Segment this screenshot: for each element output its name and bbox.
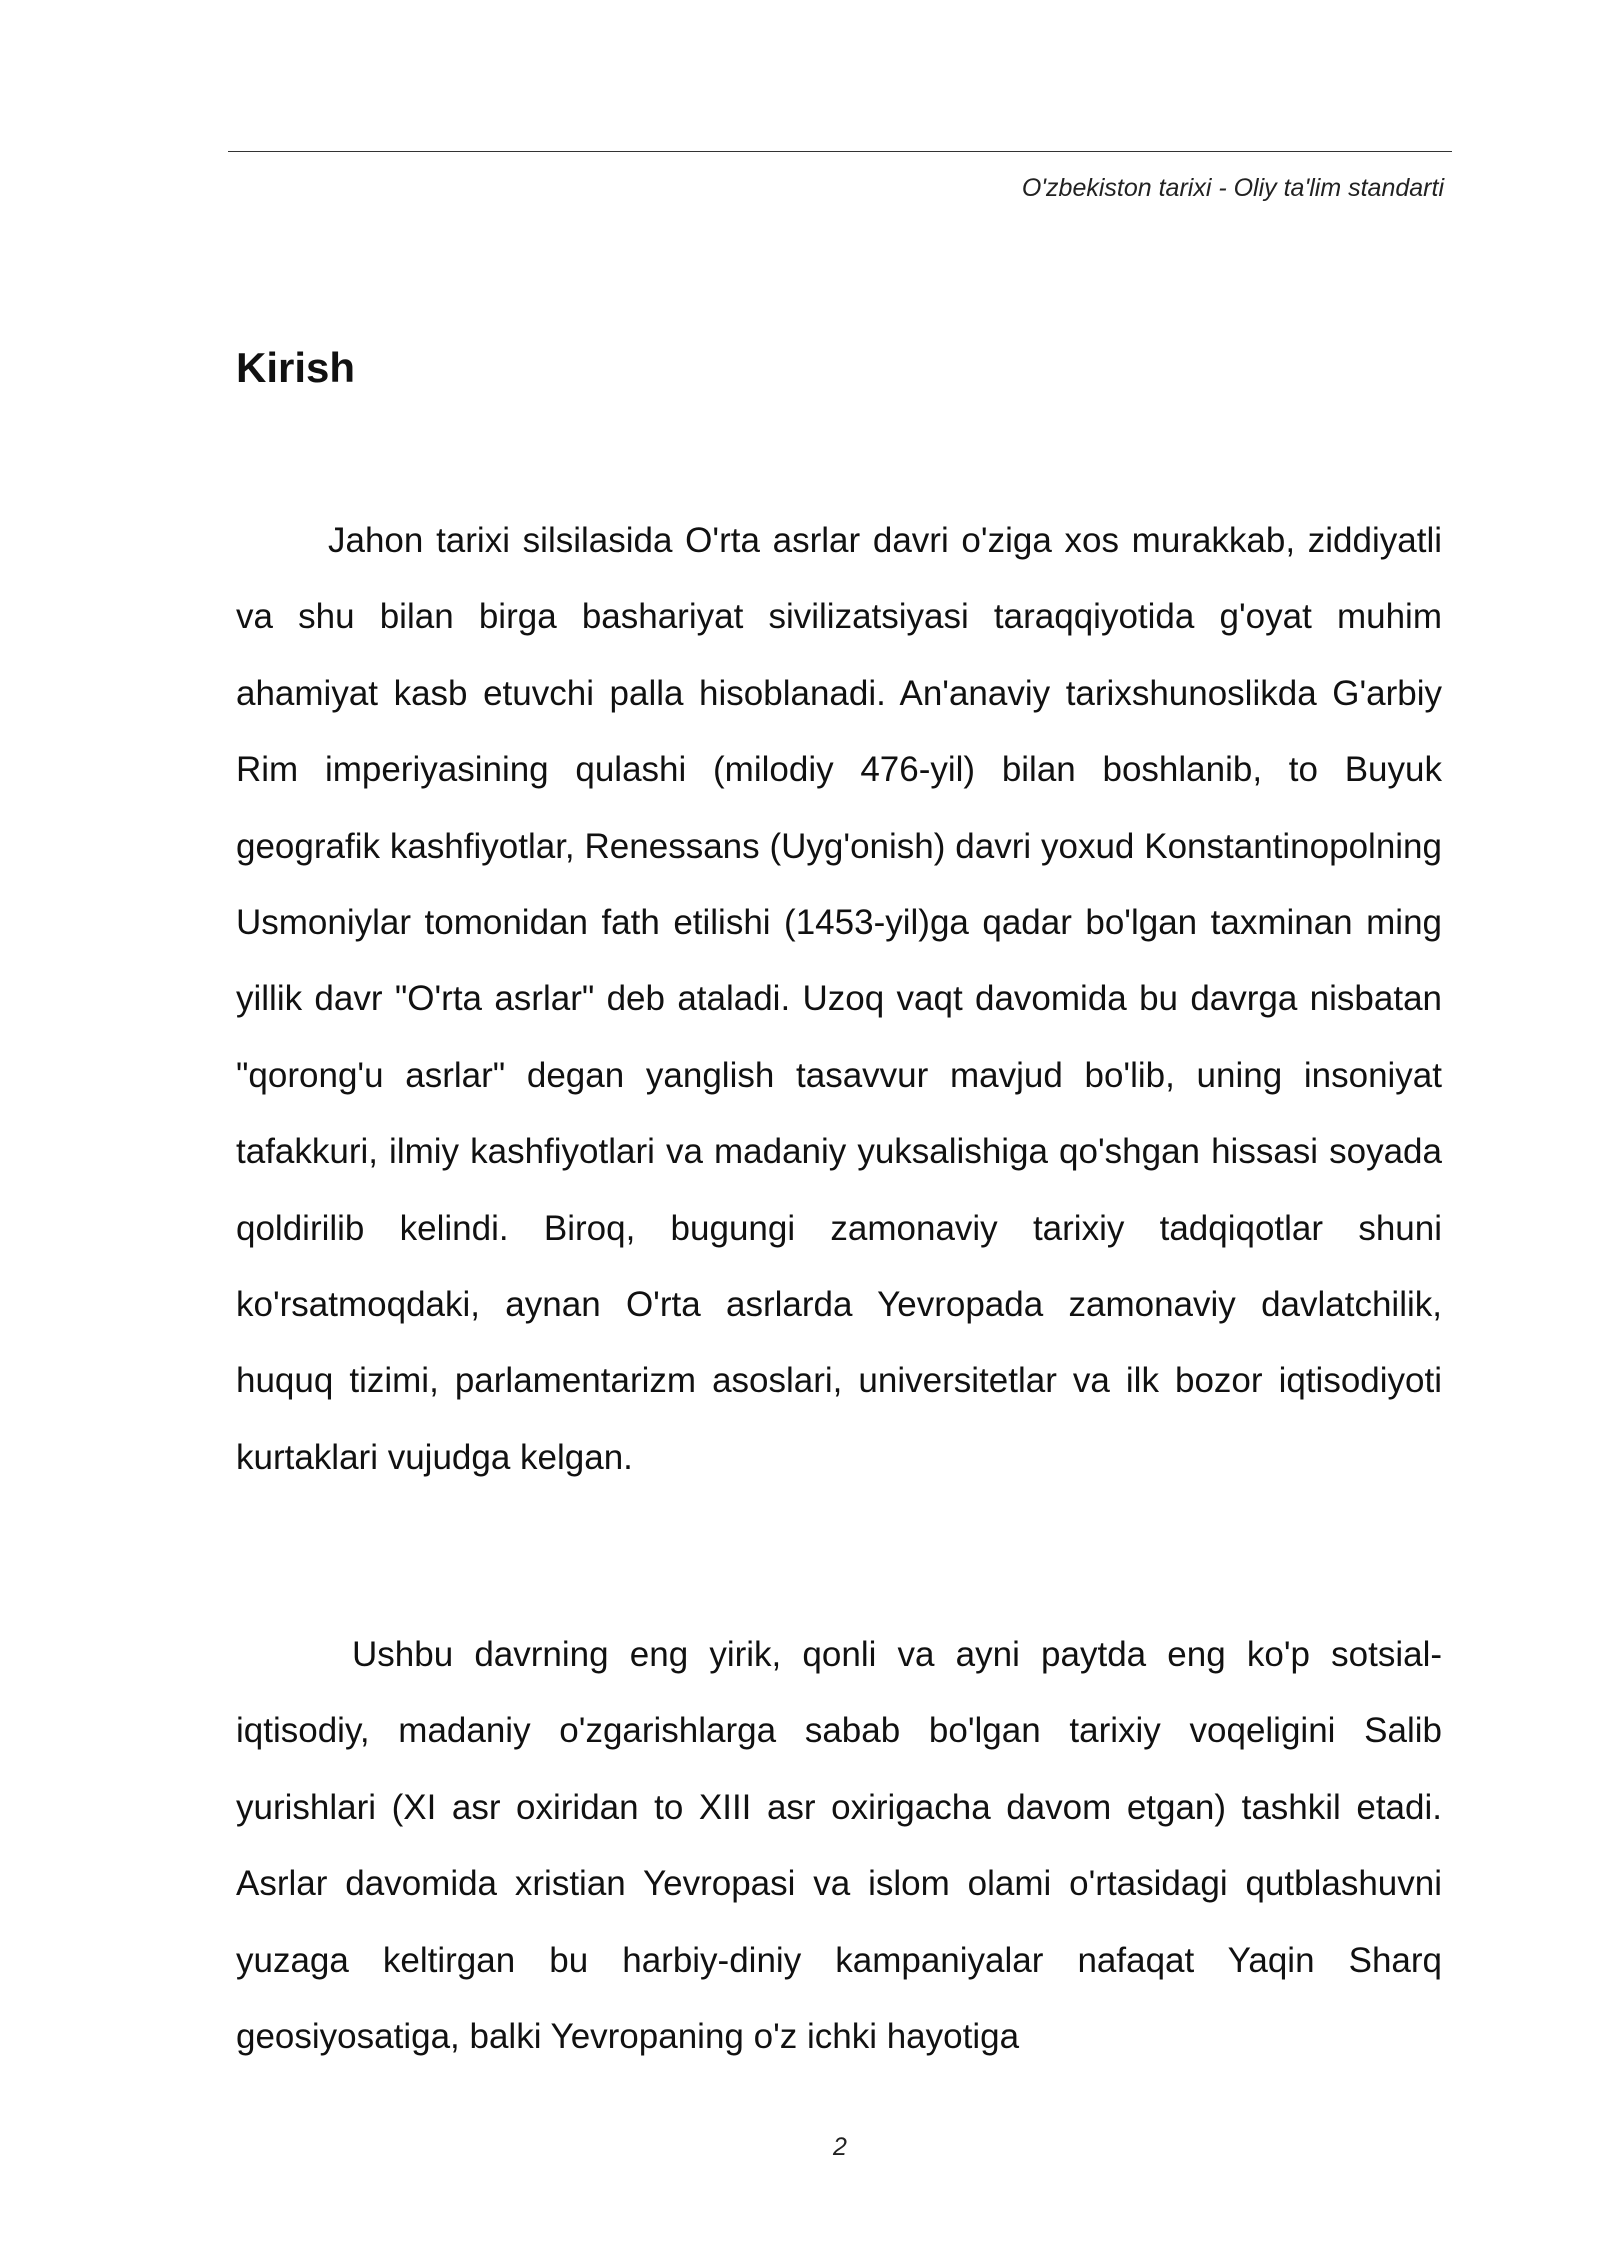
body-paragraph-1: Jahon tarixi silsilasida O'rta asrlar davri o'ziga xos murakkab, ziddiyatli va shu bilan birga bashariyat sivilizatsiyasi taraqqiyotida g'oyat muhim ahamiyat kasb etuvchi palla hisoblanadi. An'anaviy tarixshunoslikda G'arbiy Rim imperiyasining qulashi (milodiy 476-yil) bilan boshlanib, to Buyuk geografik kashfiyotlar, Renessans (Uyg'onish) davri yoxud Konstantinopolning Usmoniylar tomonidan fath etilishi (1453-yil)ga qadar bo'lgan taxminan ming yillik davr "O'rta asrlar" deb ataladi. Uzoq vaqt davomida bu davrga nisbatan "qorong'u asrlar" degan yanglish tasavvur mavjud bo'lib, uning insoniyat tafakkuri, ilmiy kashfiyotlari va madaniy yuksalishiga qo'shgan hissasi soyada qoldirilib kelindi. Biroq, bugungi zamonaviy tarixiy tadqiqotlar shuni ko'rsatmoqdaki, aynan O'rta asrlarda Yevropada zamonaviy davlatchilik, huquq tizimi, parlamentarizm asoslari, universitetlar va ilk bozor iqtisodiyoti kurtaklari vujudga kelgan. bbox=[236, 521, 1442, 1477]
body-paragraph-2: Ushbu davrning eng yirik, qonli va ayni paytda eng ko'p sotsial-iqtisodiy, madaniy o'zgarishlarga sabab bo'lgan tarixiy voqeligini Salib yurishlari (XI asr oxiridan to XIII asr oxirigacha davom etgan) tashkil etadi. Asrlar davomida xristian Yevropasi va islom olami o'rtasidagi qutblashuvni yuzaga keltirgan bu harbiy-diniy kampaniyalar nafaqat Yaqin Sharq geosiyosatiga, balki Yevropaning o'z ichki hayotiga bbox=[236, 1635, 1442, 2057]
header-divider bbox=[228, 151, 1452, 152]
section-title: Kirish bbox=[236, 344, 356, 391]
running-header: O'zbekiston tarixi - Oliy ta'lim standarti bbox=[1021, 174, 1444, 202]
page-number: 2 bbox=[833, 2133, 847, 2161]
